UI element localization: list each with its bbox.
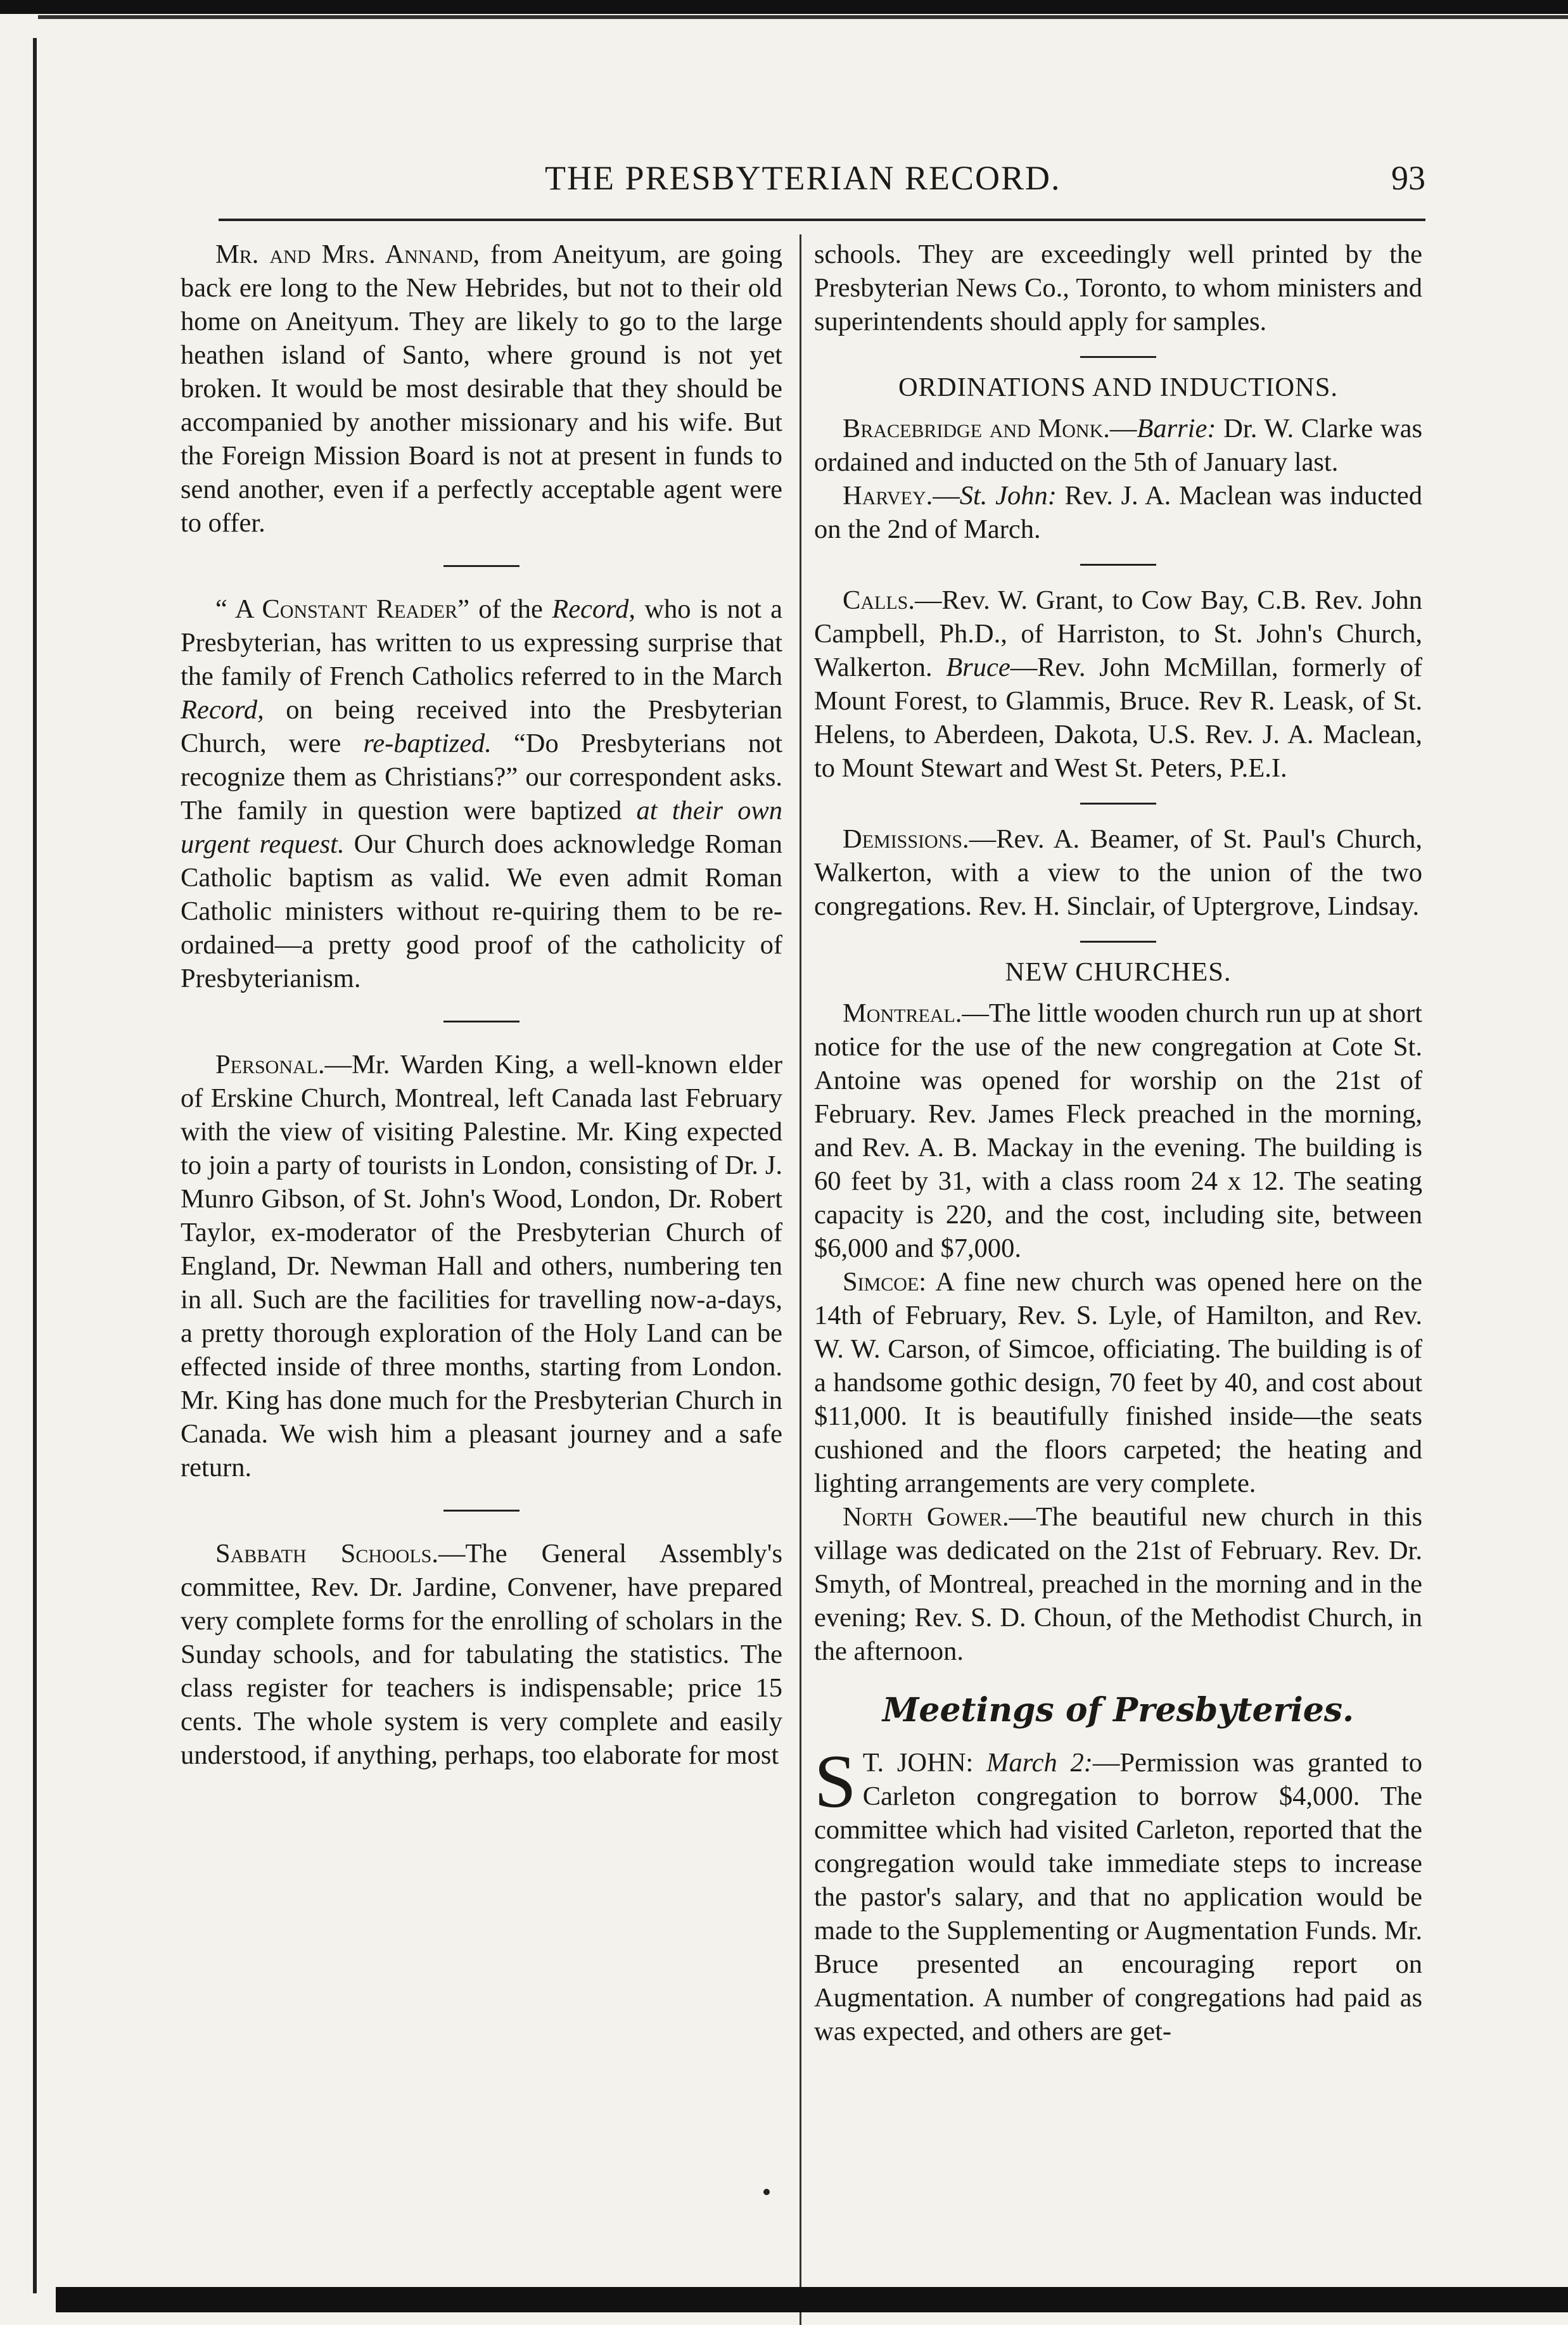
sabbath-paragraph	[181, 1537, 782, 1772]
st-john-date: March 2:	[973, 1748, 1093, 1778]
page-number: 93	[1391, 159, 1425, 197]
left-column	[181, 238, 782, 1772]
ordinations-heading: ORDINATIONS AND INDUCTIONS.	[898, 373, 1338, 402]
montreal-text: —The little wooden church run up at short notice for the use of the new congregation at Cote St. Antoine was opened for worship on the 21st of February. Rev. James Fleck preached in the morning, and Rev. A. B. Mackay in the evening. The building is 60 feet by 31, with a class room 24 x 12. The seating capacity is 220, and the cost, including site, between $6,000 and $7,000.	[814, 998, 1422, 1263]
new-churches-heading: NEW CHURCHES.	[1005, 957, 1232, 987]
left-margin-rule	[33, 38, 37, 2293]
reader-request: at their own urgent request.	[181, 796, 782, 859]
sabbath-continued: schools. They are exceedingly well printed by the Presbyterian News Co., Toronto, to whom ministers and superintendents should apply for samples.	[814, 239, 1422, 336]
reader-text-2: who is not a Presbyterian, has written to us expressing surprise that the family of French Catholics referred to in the March	[181, 594, 782, 691]
north-gower-text: —The beautiful new church in this village was dedicated on the 21st of February. Rev. Dr. Smyth, of Montreal, preached in the morning and in the evening; Rev. S. D. Choun, of the Methodist Church, in the afternoon.	[814, 1502, 1422, 1666]
section-rule	[1080, 803, 1156, 805]
annand-text: from Aneityum, are going back ere long to the New Hebrides, but not to their old home on Aneityum. They are likely to go to the large heathen island of Santo, where ground is not yet broken. It would be most desirable that they should be accompanied by another missionary and his wife. But the Foreign Mission Board is not at present in funds to send another, even if a perfectly acceptable agent were to offer.	[181, 239, 783, 538]
calls-paragraph	[814, 583, 1422, 785]
drop-cap: S	[814, 1739, 857, 1823]
st-john-lead: T. JOHN:	[862, 1748, 974, 1778]
bracebridge-lead: Bracebridge and Monk.	[843, 414, 1110, 443]
calls-text-2: —Rev. John McMillan, formerly of Mount Forest, to Glammis, Bruce. Rev R. Leask, of St. Helens, to Aberdeen, Dakota, U.S. Rev. J. A. Maclean, to Mount Stewart and West St. Peters, P.E.I.	[814, 653, 1422, 783]
simcoe-text: A fine new church was opened here on the 14th of February, Rev. S. Lyle, of Hamilton, and Rev. W. W. Carson, of Simcoe, officiating. The building is of a handsome gothic design, 70 feet by 40, and cost about $11,000. It is beautifully finished inside—the seats cushioned and the floors carpeted; the heating and lighting arrangements are very complete.	[814, 1267, 1422, 1498]
north-gower-paragraph	[814, 1500, 1422, 1668]
st-john-text: —Permission was granted to Carleton congregation to borrow $4,000. The committee which had visited Carleton, reported that the congregation would take immediate steps to increase the pastor's salary, and that no application would be made to the Supplementing or Augmentation Funds. Mr. Bruce presented an encouraging report on Augmentation. A number of congregations had paid as was expected, and others are get-	[814, 1748, 1423, 2046]
annand-paragraph	[181, 238, 782, 540]
reader-paragraph	[181, 592, 782, 995]
section-rule	[443, 1510, 519, 1512]
page-header	[234, 158, 1425, 215]
reader-lead: Constant Reader	[262, 594, 458, 624]
harvey-place: St. John:	[959, 481, 1057, 511]
sabbath-text: —The General Assembly's committee, Rev. Dr. Jardine, Convener, have prepared very complete forms for the enrolling of scholars in the Sunday schools, and for tabulating the statistics. The class register for teachers is indispensable; price 15 cents. The whole system is very complete and easily understood, if anything, perhaps, too elaborate for most	[181, 1539, 782, 1770]
top-border-rule-thin	[38, 15, 1568, 19]
section-rule	[1080, 941, 1156, 943]
section-rule	[1080, 356, 1156, 358]
harvey-text: Rev. J. A. Maclean was inducted on the 2nd of March.	[814, 481, 1422, 544]
page-title: THE PRESBYTERIAN RECORD.	[545, 159, 1061, 197]
harvey-lead: Harvey.	[843, 481, 933, 511]
reader-text-1: ” of the	[457, 594, 552, 624]
bracebridge-dash: —	[1109, 414, 1137, 443]
section-rule	[1080, 564, 1156, 566]
simcoe-paragraph	[814, 1265, 1422, 1500]
header-rule	[219, 219, 1425, 221]
bottom-border-rule	[56, 2287, 1568, 2312]
north-gower-lead: North Gower.	[843, 1502, 1009, 1532]
st-john-paragraph	[814, 1739, 1423, 2048]
demissions-lead: Demissions.	[843, 824, 969, 854]
harvey-dash: —	[933, 481, 960, 511]
calls-text-1: —Rev. W. Grant, to Cow Bay, C.B. Rev. John Campbell, Ph.D., of Harriston, to St. John's Church, Walkerton.	[814, 585, 1422, 682]
section-rule	[443, 565, 519, 567]
personal-text: —Mr. Warden King, a well-known elder of Erskine Church, Montreal, left Canada last February with the view of visiting Palestine. Mr. King expected to join a party of tourists in London, consisting of Dr. J. Munro Gibson, of St. John's Wood, London, Dr. Robert Taylor, ex-moderator of the Presbyterian Church of England, Dr. Newman Hall and others, numbering ten in all. Such are the facilities for travelling now-a-days, a pretty thorough exploration of the Holy Land can be effected inside of three months, starting from London. Mr. King has done much for the Presbyterian Church in Canada. We wish him a pleasant journey and a safe return.	[181, 1050, 782, 1482]
reader-text-4: “Do Presbyterians not recognize them as Christians?” our correspondent asks. The family in question were baptized	[181, 729, 783, 825]
annand-lead: Mr. and Mrs. Annand,	[215, 239, 480, 269]
demissions-paragraph	[814, 822, 1422, 923]
bracebridge-text: Dr. W. Clarke was ordained and inducted on the 5th of January last.	[814, 414, 1422, 477]
reader-text-5: Our Church does acknowledge Roman Catholic baptism as valid. We even admit Roman Catholic ministers without re-quiring them to be re-ordained—a pretty good proof of the catholicity of Presbyterianism.	[181, 829, 782, 993]
bracebridge-place: Barrie:	[1137, 414, 1216, 443]
calls-bruce: Bruce	[946, 653, 1010, 682]
personal-paragraph	[181, 1048, 782, 1484]
reader-record-1: Record,	[552, 594, 636, 624]
meetings-heading: Meetings of Presbyteries.	[882, 1691, 1354, 1729]
demissions-text: —Rev. A. Beamer, of St. Paul's Church, Walkerton, with a view to the union of the two congregations. Rev. H. Sinclair, of Uptergrove, Lindsay.	[814, 824, 1422, 921]
right-column	[814, 238, 1422, 2048]
montreal-paragraph	[814, 997, 1422, 1265]
bracebridge-paragraph	[814, 412, 1422, 479]
harvey-paragraph	[814, 479, 1422, 546]
column-divider	[800, 234, 801, 2325]
personal-lead: Personal.	[215, 1050, 325, 1080]
reader-record-2: Record,	[181, 695, 264, 725]
reader-quote-open: “ A	[215, 594, 262, 624]
printer-mark	[763, 2189, 770, 2195]
sabbath-lead: Sabbath Schools.	[215, 1539, 438, 1569]
top-border-rule	[0, 0, 1568, 14]
reader-text-3: on being received into the Presbyterian Church, were	[181, 695, 782, 758]
calls-lead: Calls.	[843, 585, 915, 615]
reader-rebaptized: re-baptized.	[363, 729, 492, 758]
montreal-lead: Montreal.	[843, 998, 962, 1028]
simcoe-lead: Simcoe:	[843, 1267, 927, 1297]
section-rule	[443, 1021, 519, 1022]
